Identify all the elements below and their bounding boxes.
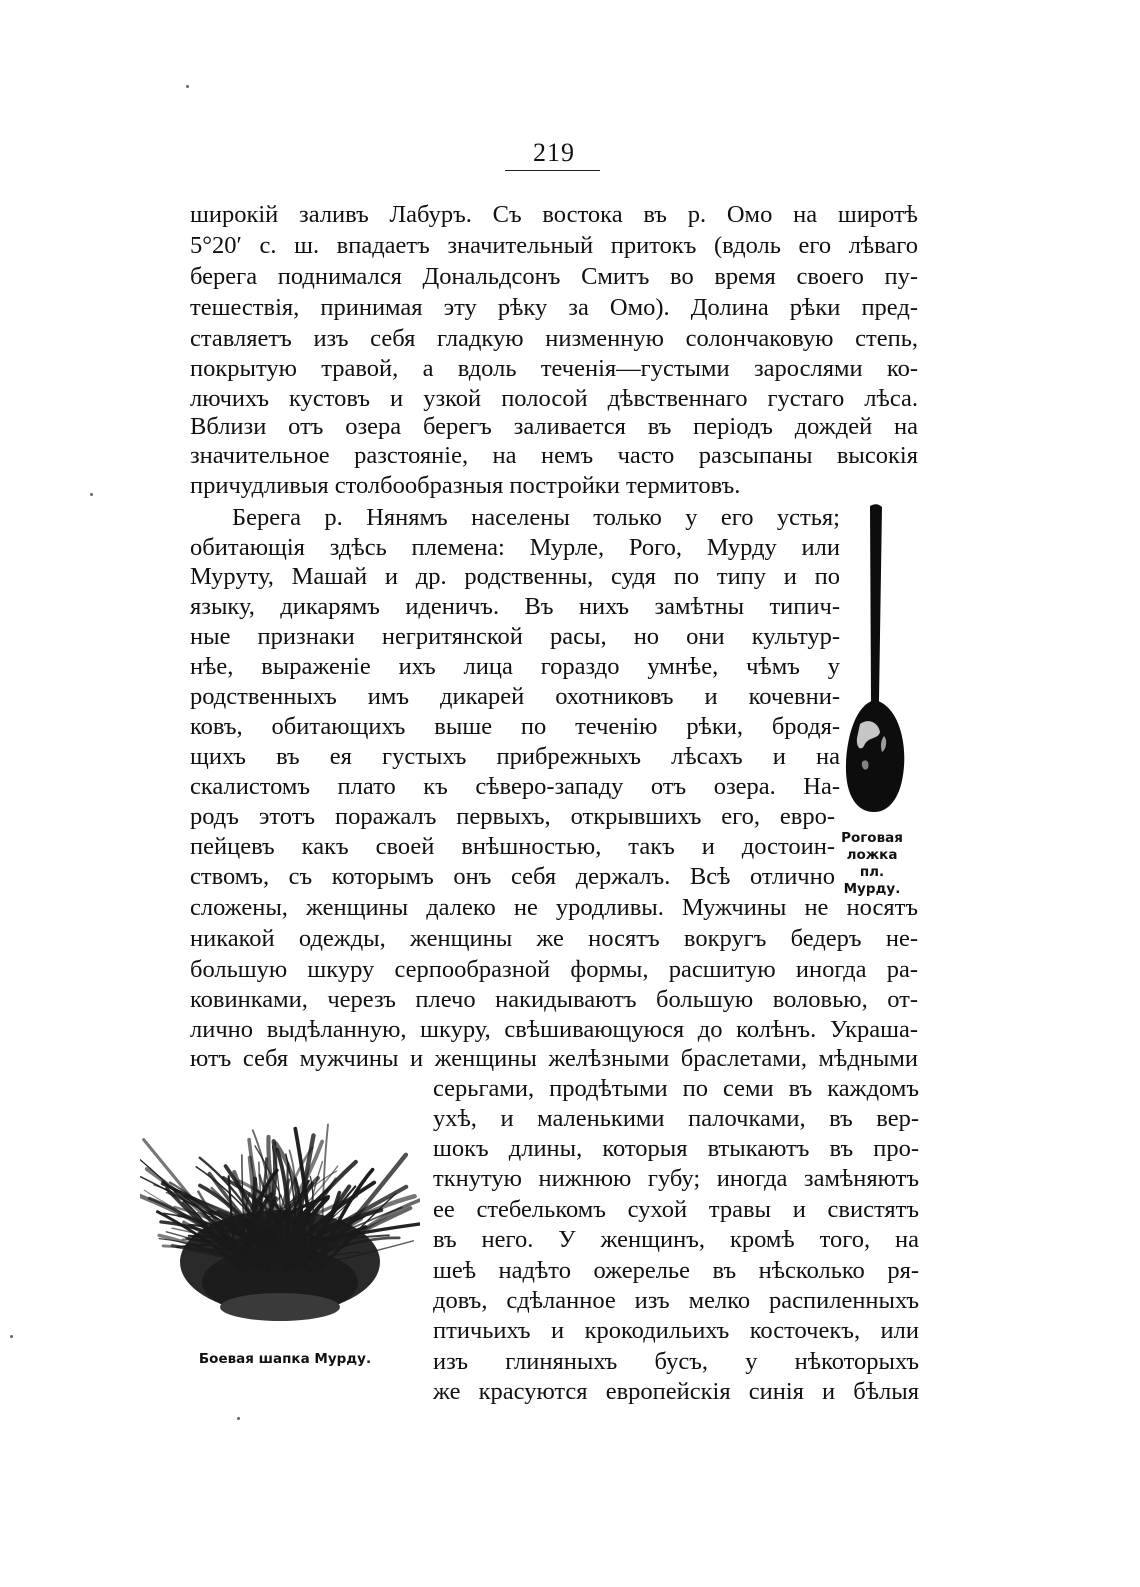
text-line: ные признаки негритянской расы, но они культур-	[190, 623, 840, 650]
spoon-caption-line: ложка	[846, 847, 898, 863]
text-line: сложены, женщины далеко не уродливы. Мужчины не носятъ	[190, 894, 918, 921]
spoon-caption	[832, 830, 912, 898]
page-number: 219	[533, 138, 575, 167]
text-line: лючихъ кустовъ и узкой полосой дѣвственнаго густаго лѣса.	[190, 385, 918, 412]
text-line: пейцевъ какъ своей внѣшностью, такъ и достоин-	[190, 833, 835, 860]
text-line: лично выдѣланную, шкуру, свѣшивающуюся до колѣнъ. Украша-	[190, 1016, 918, 1043]
horn-spoon-illustration	[838, 500, 918, 820]
spoon-caption-line: пл. Мурду.	[843, 864, 901, 897]
text-line: щихъ въ ея густыхъ прибрежныхъ лѣсахъ и на	[190, 743, 840, 770]
text-line: изъ глиняныхъ бусъ, у нѣкоторыхъ	[433, 1348, 919, 1375]
text-line: въ него. У женщинъ, кромѣ того, на	[433, 1226, 919, 1253]
text-line: ее стебелькомъ сухой травы и свистятъ	[433, 1196, 919, 1223]
text-line: ствомъ, съ которымъ онъ себя держалъ. Всѣ отлично	[190, 863, 835, 890]
text-line: серьгами, продѣтыми по семи въ каждомъ	[433, 1075, 919, 1102]
text-line: шокъ длины, которыя втыкаютъ въ про-	[433, 1135, 919, 1162]
hat-caption: Боевая шапка Мурду.	[198, 1351, 372, 1367]
text-line: родъ этотъ поражалъ первыхъ, открывшихъ его, евро-	[190, 803, 835, 830]
text-line: довъ, сдѣланное изъ мелко распиленныхъ	[433, 1287, 919, 1314]
text-line: ковъ, обитающихъ выше по теченiю рѣки, бродя-	[190, 713, 840, 740]
text-line: берега поднимался Дональдсонъ Смитъ во время своего пу-	[190, 263, 918, 290]
text-line: же красуются европейскiя синiя и бѣлыя	[433, 1378, 919, 1405]
text-line: Берега р. Нянямъ населены только у его устья;	[232, 504, 840, 531]
text-line: обитающiя здѣсь племена: Мурле, Рого, Мурду или	[190, 534, 840, 561]
text-line: птичьихъ и крокодильихъ косточекъ, или	[433, 1317, 919, 1344]
text-line: родственныхъ имъ дикарей охотниковъ и кочевни-	[190, 683, 840, 710]
text-line: никакой одежды, женщины же носятъ вокругъ бедеръ не-	[190, 925, 918, 952]
text-line: Вблизи отъ озера берегъ заливается въ перiодъ дождей на	[190, 413, 918, 440]
text-line: значительное разстоянiе, на немъ часто разсыпаны высокiя	[190, 442, 918, 469]
text-line: тешествiя, принимая эту рѣку за Омо). Долина рѣки пред-	[190, 294, 918, 321]
text-line: широкiй заливъ Лабуръ. Съ востока въ р. Омо на широтѣ	[190, 201, 918, 228]
text-line: шеѣ надѣто ожерелье въ нѣсколько ря-	[433, 1257, 919, 1284]
page-number-rule	[505, 170, 600, 171]
text-line: большую шкуру серпообразной формы, расшитую иногда ра-	[190, 956, 918, 983]
text-line: скалистомъ плато къ сѣверо-западу отъ озера. На-	[190, 773, 840, 800]
spoon-caption-line: Роговая	[841, 830, 903, 846]
text-line: ухѣ, и маленькими палочками, въ вер-	[433, 1105, 919, 1132]
scan-speck	[186, 85, 189, 88]
text-line: нѣе, выраженiе ихъ лица гораздо умнѣе, чѣмъ у	[190, 653, 840, 680]
war-hat-illustration	[140, 1112, 420, 1332]
scan-speck	[237, 1417, 240, 1420]
text-line: 5°20′ с. ш. впадаетъ значительный притокъ (вдоль его лѣваго	[190, 232, 918, 259]
scan-speck	[90, 493, 93, 496]
text-line: Муруту, Машай и др. родственны, судя по типу и по	[190, 563, 840, 590]
scan-speck	[10, 1335, 13, 1338]
text-line: покрытую травой, а вдоль теченiя—густыми зарослями ко-	[190, 355, 918, 382]
text-line: языку, дикарямъ иденичъ. Въ нихъ замѣтны типич-	[190, 593, 840, 620]
text-line: причудливыя столбообразныя постройки термитовъ.	[190, 472, 741, 499]
text-line: ставляетъ изъ себя гладкую низменную солончаковую степь,	[190, 325, 918, 352]
text-line: ковинками, черезъ плечо накидываютъ большую воловью, от-	[190, 986, 918, 1013]
text-line: ткнутую нижнюю губу; иногда замѣняютъ	[433, 1165, 919, 1192]
text-line: ютъ себя мужчины и женщины желѣзными браслетами, мѣдными	[190, 1045, 918, 1072]
